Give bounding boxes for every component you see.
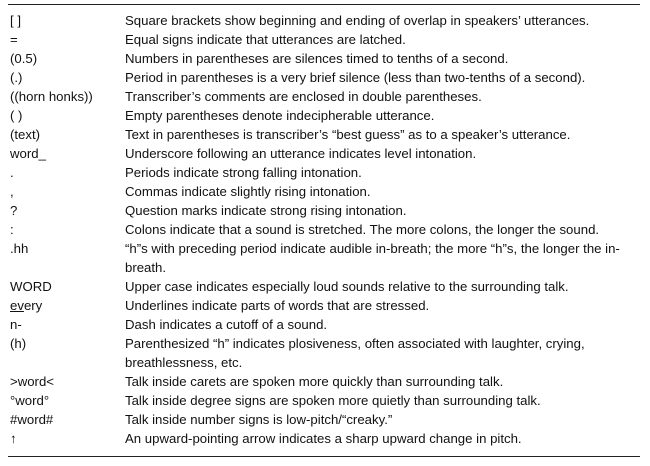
table-row: [10, 11, 638, 30]
symbol-cell: n-: [10, 317, 22, 332]
up-arrow-icon: ↑: [10, 431, 17, 446]
meaning-cell: Parenthesized “h” indicates plosiveness, often associated with laughter, crying, breathlessness, etc.: [125, 336, 585, 370]
symbol-cell: ,: [10, 184, 14, 199]
table-row: [10, 410, 638, 429]
table-row: [10, 315, 638, 334]
symbol-cell: .hh: [10, 241, 29, 256]
table-row: [10, 163, 638, 182]
meaning-cell: Transcriber’s comments are enclosed in double parentheses.: [125, 89, 482, 104]
table-row: [10, 296, 638, 315]
meaning-cell: Period in parentheses is a very brief silence (less than two-tenths of a second).: [125, 70, 586, 85]
symbol-cell: >word<: [10, 374, 54, 389]
unstressed-part: ery: [23, 298, 43, 313]
meaning-cell: Talk inside degree signs are spoken more quietly than surrounding talk.: [125, 393, 541, 408]
meaning-cell: Commas indicate slightly rising intonation.: [125, 184, 371, 199]
symbol-cell: (0.5): [10, 51, 38, 66]
table-row: [10, 429, 638, 448]
table-row: [10, 49, 638, 68]
table-row: [10, 182, 638, 201]
table-row: [10, 391, 638, 410]
table-row: [10, 87, 638, 106]
symbol-cell: .: [10, 165, 14, 180]
meaning-cell: Colons indicate that a sound is stretched. The more colons, the longer the sound.: [125, 222, 600, 237]
meaning-cell: “h”s with preceding period indicate audible in-breath; the more “h”s, the longer the in-breath.: [125, 241, 620, 275]
symbol-cell: (text): [10, 127, 41, 142]
table-row: [10, 220, 638, 239]
meaning-cell: Empty parentheses denote indecipherable utterance.: [125, 108, 435, 123]
symbol-cell: ( ): [10, 108, 23, 123]
meaning-cell: Question marks indicate strong rising intonation.: [125, 203, 407, 218]
symbol-cell: WORD: [10, 279, 52, 294]
symbol-cell: [ ]: [10, 13, 21, 28]
meaning-cell: Talk inside carets are spoken more quickly than surrounding talk.: [125, 374, 504, 389]
symbol-cell: #word#: [10, 412, 54, 427]
symbol-cell: (.): [10, 70, 23, 85]
symbol-cell: ((horn honks)): [10, 89, 93, 104]
table-row: [10, 144, 638, 163]
meaning-cell: Numbers in parentheses are silences timed to tenths of a second.: [125, 51, 509, 66]
table-row: [10, 372, 638, 391]
meaning-cell: Text in parentheses is transcriber’s “best guess” as to a speaker’s utterance.: [125, 127, 571, 142]
table-row: [10, 68, 638, 87]
symbol-cell: °word°: [10, 393, 50, 408]
table-row: [10, 334, 638, 372]
meaning-cell: Talk inside number signs is low-pitch/“creaky.”: [125, 412, 393, 427]
meaning-cell: An upward-pointing arrow indicates a sharp upward change in pitch.: [125, 431, 522, 446]
symbol-cell: (h): [10, 336, 27, 351]
table-row: [10, 125, 638, 144]
table-body: [10, 11, 638, 448]
table-row: [10, 201, 638, 220]
meaning-cell: Dash indicates a cutoff of a sound.: [125, 317, 328, 332]
stressed-part: ev: [10, 298, 24, 313]
symbol-cell: word_: [10, 146, 46, 161]
symbol-cell: :: [10, 222, 14, 237]
meaning-cell: Underscore following an utterance indicates level intonation.: [125, 146, 477, 161]
symbol-cell: =: [10, 32, 18, 47]
meaning-cell: Square brackets show beginning and ending of overlap in speakers’ utterances.: [125, 13, 590, 28]
table-row: [10, 239, 638, 277]
symbol-cell: ?: [10, 203, 18, 218]
meaning-cell: Upper case indicates especially loud sounds relative to the surrounding talk.: [125, 279, 569, 294]
table-row: [10, 30, 638, 49]
table-row: [10, 277, 638, 296]
meaning-cell: Equal signs indicate that utterances are latched.: [125, 32, 406, 47]
top-rule: [8, 4, 640, 5]
meaning-cell: Periods indicate strong falling intonation.: [125, 165, 362, 180]
bottom-rule: [8, 456, 640, 457]
symbol-cell: [10, 296, 125, 315]
table-row: [10, 106, 638, 125]
meaning-cell: Underlines indicate parts of words that are stressed.: [125, 298, 430, 313]
